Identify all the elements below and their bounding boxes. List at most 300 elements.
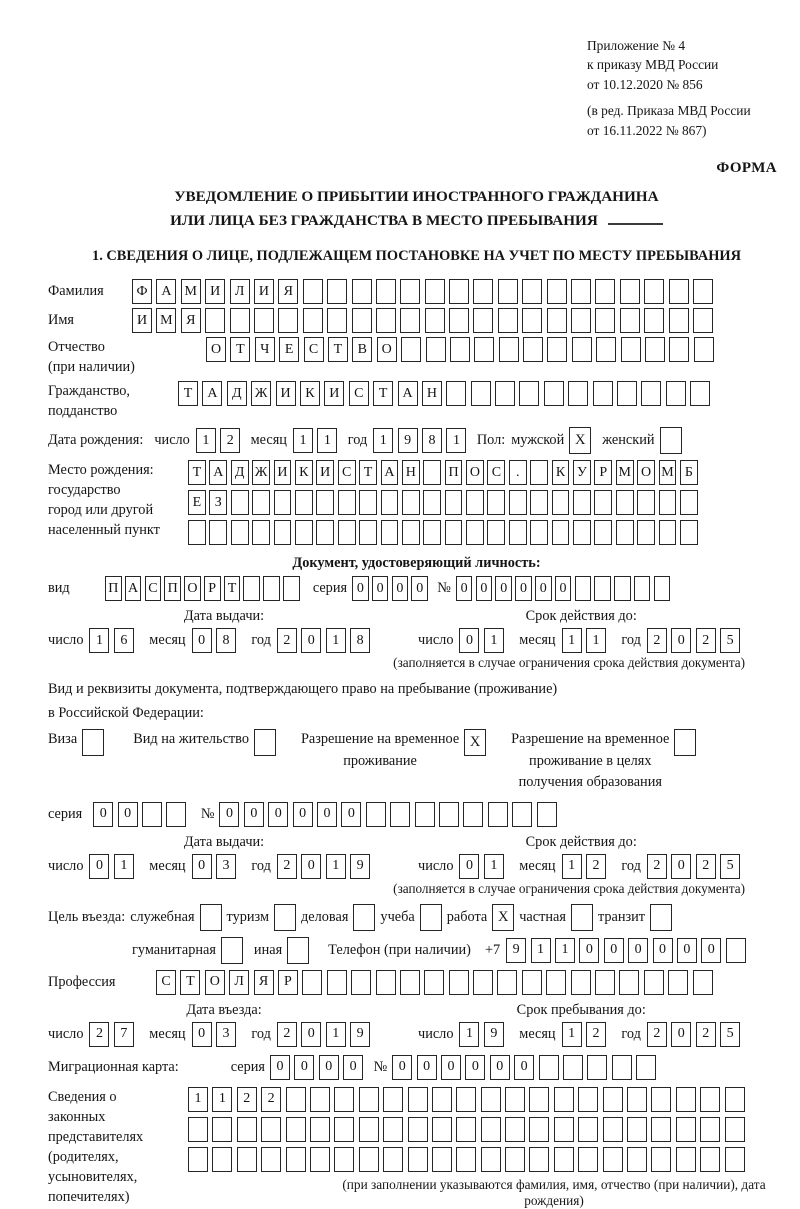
char-cell[interactable] — [456, 1117, 476, 1142]
char-cell[interactable] — [693, 279, 713, 304]
char-cell[interactable] — [627, 1087, 647, 1112]
char-cell[interactable]: 0 — [343, 1055, 363, 1080]
char-cell[interactable] — [680, 520, 698, 545]
char-cell[interactable]: 2 — [261, 1087, 281, 1112]
char-cell[interactable] — [383, 1117, 403, 1142]
char-cell[interactable]: К — [300, 381, 320, 406]
char-cell[interactable]: 0 — [317, 802, 337, 827]
char-cell[interactable] — [334, 1147, 354, 1172]
char-cell[interactable] — [449, 279, 469, 304]
char-cell[interactable] — [310, 1147, 330, 1172]
char-cell[interactable] — [530, 460, 548, 485]
char-cell[interactable]: 1 — [326, 854, 346, 879]
char-cell[interactable]: 0 — [604, 938, 624, 963]
char-cell[interactable]: 8 — [350, 628, 370, 653]
char-cell[interactable]: Я — [278, 279, 298, 304]
char-cell[interactable] — [644, 308, 664, 333]
char-cell[interactable]: У — [573, 460, 591, 485]
char-cell[interactable] — [669, 308, 689, 333]
char-cell[interactable]: 1 — [114, 854, 134, 879]
char-cell[interactable] — [402, 520, 420, 545]
char-cell[interactable]: 1 — [562, 1022, 582, 1047]
char-cell[interactable]: О — [205, 970, 225, 995]
char-cell[interactable] — [594, 576, 611, 601]
char-cell[interactable] — [571, 970, 591, 995]
char-cell[interactable] — [212, 1147, 232, 1172]
char-cell[interactable] — [522, 308, 542, 333]
char-cell[interactable]: 0 — [653, 938, 673, 963]
char-cell[interactable] — [659, 520, 677, 545]
char-cell[interactable]: 2 — [696, 854, 716, 879]
char-cell[interactable] — [425, 279, 445, 304]
char-cell[interactable]: 0 — [293, 802, 313, 827]
char-cell[interactable]: 0 — [268, 802, 288, 827]
char-cell[interactable] — [666, 381, 686, 406]
char-cell[interactable] — [669, 279, 689, 304]
char-cell[interactable] — [616, 520, 634, 545]
char-cell[interactable] — [212, 1117, 232, 1142]
char-cell[interactable] — [680, 490, 698, 515]
char-cell[interactable] — [578, 1087, 598, 1112]
char-cell[interactable]: 0 — [701, 938, 721, 963]
char-cell[interactable]: О — [206, 337, 226, 362]
char-cell[interactable] — [231, 520, 249, 545]
char-cell[interactable] — [283, 576, 300, 601]
char-cell[interactable] — [668, 970, 688, 995]
char-cell[interactable] — [334, 1117, 354, 1142]
char-cell[interactable]: А — [398, 381, 418, 406]
char-cell[interactable] — [252, 520, 270, 545]
char-cell[interactable]: С — [145, 576, 162, 601]
char-cell[interactable] — [166, 802, 186, 827]
char-cell[interactable] — [327, 308, 347, 333]
char-cell[interactable] — [445, 490, 463, 515]
char-cell[interactable]: 0 — [417, 1055, 437, 1080]
char-cell[interactable] — [676, 1117, 696, 1142]
purpose-other-checkbox[interactable] — [287, 937, 309, 964]
char-cell[interactable] — [529, 1147, 549, 1172]
char-cell[interactable] — [495, 381, 515, 406]
char-cell[interactable]: Т — [328, 337, 348, 362]
char-cell[interactable] — [529, 1087, 549, 1112]
char-cell[interactable]: 1 — [326, 1022, 346, 1047]
char-cell[interactable] — [230, 308, 250, 333]
char-cell[interactable] — [252, 490, 270, 515]
char-cell[interactable] — [669, 337, 689, 362]
char-cell[interactable] — [627, 1117, 647, 1142]
char-cell[interactable]: 0 — [671, 1022, 691, 1047]
char-cell[interactable]: 0 — [219, 802, 239, 827]
purpose-study-checkbox[interactable] — [420, 904, 442, 931]
char-cell[interactable] — [351, 970, 371, 995]
char-cell[interactable] — [487, 520, 505, 545]
char-cell[interactable] — [693, 970, 713, 995]
char-cell[interactable]: Ж — [252, 460, 270, 485]
char-cell[interactable] — [530, 520, 548, 545]
char-cell[interactable]: 0 — [294, 1055, 314, 1080]
char-cell[interactable]: 1 — [555, 938, 575, 963]
char-cell[interactable] — [263, 576, 280, 601]
char-cell[interactable] — [286, 1087, 306, 1112]
char-cell[interactable] — [498, 279, 518, 304]
char-cell[interactable] — [603, 1117, 623, 1142]
char-cell[interactable] — [529, 1117, 549, 1142]
char-cell[interactable]: 2 — [277, 854, 297, 879]
char-cell[interactable] — [400, 308, 420, 333]
char-cell[interactable]: 8 — [422, 428, 442, 453]
char-cell[interactable] — [554, 1117, 574, 1142]
char-cell[interactable]: С — [487, 460, 505, 485]
char-cell[interactable] — [488, 802, 508, 827]
char-cell[interactable] — [636, 1055, 656, 1080]
char-cell[interactable]: К — [552, 460, 570, 485]
char-cell[interactable] — [594, 520, 612, 545]
purpose-transit-checkbox[interactable] — [650, 904, 672, 931]
char-cell[interactable]: П — [105, 576, 122, 601]
char-cell[interactable] — [286, 1117, 306, 1142]
char-cell[interactable]: М — [616, 460, 634, 485]
char-cell[interactable]: П — [445, 460, 463, 485]
char-cell[interactable]: 3 — [216, 854, 236, 879]
char-cell[interactable] — [310, 1087, 330, 1112]
char-cell[interactable] — [651, 1087, 671, 1112]
char-cell[interactable] — [466, 490, 484, 515]
char-cell[interactable]: 5 — [720, 854, 740, 879]
char-cell[interactable]: М — [181, 279, 201, 304]
char-cell[interactable] — [552, 520, 570, 545]
char-cell[interactable] — [530, 490, 548, 515]
char-cell[interactable] — [376, 970, 396, 995]
sex-female-checkbox[interactable] — [660, 427, 682, 454]
char-cell[interactable]: 0 — [301, 1022, 321, 1047]
char-cell[interactable] — [381, 520, 399, 545]
char-cell[interactable]: С — [156, 970, 176, 995]
char-cell[interactable] — [603, 1087, 623, 1112]
char-cell[interactable]: 0 — [301, 854, 321, 879]
char-cell[interactable]: 0 — [514, 1055, 534, 1080]
option-temp-residence-education-checkbox[interactable] — [674, 729, 696, 756]
char-cell[interactable]: Я — [181, 308, 201, 333]
char-cell[interactable]: 0 — [352, 576, 369, 601]
char-cell[interactable] — [402, 490, 420, 515]
char-cell[interactable] — [603, 1147, 623, 1172]
char-cell[interactable] — [499, 337, 519, 362]
char-cell[interactable] — [261, 1117, 281, 1142]
char-cell[interactable]: 5 — [720, 1022, 740, 1047]
char-cell[interactable] — [596, 337, 616, 362]
char-cell[interactable]: Я — [254, 970, 274, 995]
purpose-humanitarian-checkbox[interactable] — [221, 937, 243, 964]
char-cell[interactable] — [505, 1147, 525, 1172]
char-cell[interactable] — [573, 490, 591, 515]
char-cell[interactable] — [376, 308, 396, 333]
char-cell[interactable] — [573, 520, 591, 545]
char-cell[interactable]: А — [202, 381, 222, 406]
char-cell[interactable] — [509, 490, 527, 515]
char-cell[interactable] — [547, 337, 567, 362]
char-cell[interactable] — [539, 1055, 559, 1080]
char-cell[interactable] — [544, 381, 564, 406]
char-cell[interactable] — [390, 802, 410, 827]
char-cell[interactable]: И — [132, 308, 152, 333]
char-cell[interactable] — [519, 381, 539, 406]
char-cell[interactable] — [383, 1087, 403, 1112]
char-cell[interactable]: Е — [188, 490, 206, 515]
char-cell[interactable]: Л — [229, 970, 249, 995]
char-cell[interactable] — [408, 1117, 428, 1142]
char-cell[interactable] — [481, 1147, 501, 1172]
char-cell[interactable] — [205, 308, 225, 333]
char-cell[interactable] — [595, 279, 615, 304]
char-cell[interactable]: 1 — [188, 1087, 208, 1112]
char-cell[interactable] — [302, 970, 322, 995]
char-cell[interactable] — [654, 576, 671, 601]
char-cell[interactable] — [644, 279, 664, 304]
char-cell[interactable]: А — [209, 460, 227, 485]
char-cell[interactable] — [568, 381, 588, 406]
char-cell[interactable]: Т — [224, 576, 241, 601]
char-cell[interactable]: 0 — [459, 854, 479, 879]
char-cell[interactable] — [641, 381, 661, 406]
char-cell[interactable] — [463, 802, 483, 827]
char-cell[interactable]: О — [637, 460, 655, 485]
char-cell[interactable] — [423, 460, 441, 485]
char-cell[interactable]: Д — [227, 381, 247, 406]
char-cell[interactable]: 3 — [216, 1022, 236, 1047]
char-cell[interactable]: 7 — [114, 1022, 134, 1047]
char-cell[interactable]: 2 — [647, 1022, 667, 1047]
char-cell[interactable] — [274, 520, 292, 545]
char-cell[interactable] — [594, 490, 612, 515]
char-cell[interactable] — [522, 970, 542, 995]
char-cell[interactable] — [327, 970, 347, 995]
char-cell[interactable] — [523, 337, 543, 362]
char-cell[interactable] — [359, 1147, 379, 1172]
char-cell[interactable]: 0 — [301, 628, 321, 653]
char-cell[interactable] — [634, 576, 651, 601]
char-cell[interactable] — [237, 1147, 257, 1172]
char-cell[interactable]: 2 — [647, 628, 667, 653]
char-cell[interactable] — [616, 490, 634, 515]
char-cell[interactable]: 1 — [484, 854, 504, 879]
char-cell[interactable]: 9 — [398, 428, 418, 453]
sex-male-checkbox[interactable]: X — [569, 427, 591, 454]
char-cell[interactable]: 0 — [244, 802, 264, 827]
char-cell[interactable] — [620, 279, 640, 304]
char-cell[interactable]: Л — [230, 279, 250, 304]
char-cell[interactable]: 9 — [350, 854, 370, 879]
char-cell[interactable]: Р — [594, 460, 612, 485]
char-cell[interactable]: 0 — [341, 802, 361, 827]
char-cell[interactable] — [316, 520, 334, 545]
char-cell[interactable]: С — [349, 381, 369, 406]
char-cell[interactable]: 5 — [720, 628, 740, 653]
char-cell[interactable] — [522, 279, 542, 304]
char-cell[interactable]: И — [276, 381, 296, 406]
char-cell[interactable] — [359, 1117, 379, 1142]
char-cell[interactable] — [327, 279, 347, 304]
char-cell[interactable]: 1 — [326, 628, 346, 653]
char-cell[interactable]: 0 — [495, 576, 512, 601]
char-cell[interactable] — [142, 802, 162, 827]
char-cell[interactable]: 1 — [562, 854, 582, 879]
char-cell[interactable]: 8 — [216, 628, 236, 653]
char-cell[interactable]: 2 — [277, 1022, 297, 1047]
char-cell[interactable] — [547, 308, 567, 333]
char-cell[interactable]: 1 — [484, 628, 504, 653]
char-cell[interactable]: 1 — [293, 428, 313, 453]
char-cell[interactable]: Т — [178, 381, 198, 406]
char-cell[interactable] — [445, 520, 463, 545]
option-temp-residence-checkbox[interactable]: X — [464, 729, 486, 756]
char-cell[interactable]: 2 — [89, 1022, 109, 1047]
char-cell[interactable] — [408, 1087, 428, 1112]
char-cell[interactable] — [415, 802, 435, 827]
char-cell[interactable]: 0 — [392, 576, 409, 601]
char-cell[interactable] — [481, 1117, 501, 1142]
char-cell[interactable] — [237, 1117, 257, 1142]
char-cell[interactable]: 0 — [465, 1055, 485, 1080]
char-cell[interactable] — [693, 308, 713, 333]
char-cell[interactable] — [352, 279, 372, 304]
char-cell[interactable]: Е — [279, 337, 299, 362]
char-cell[interactable] — [274, 490, 292, 515]
char-cell[interactable] — [432, 1087, 452, 1112]
char-cell[interactable] — [595, 308, 615, 333]
char-cell[interactable]: А — [381, 460, 399, 485]
char-cell[interactable]: И — [254, 279, 274, 304]
char-cell[interactable] — [466, 520, 484, 545]
purpose-business-checkbox[interactable] — [353, 904, 375, 931]
char-cell[interactable]: Ф — [132, 279, 152, 304]
char-cell[interactable]: 0 — [628, 938, 648, 963]
char-cell[interactable]: 2 — [220, 428, 240, 453]
char-cell[interactable] — [700, 1087, 720, 1112]
char-cell[interactable] — [359, 1087, 379, 1112]
char-cell[interactable] — [456, 1147, 476, 1172]
char-cell[interactable] — [621, 337, 641, 362]
char-cell[interactable] — [554, 1087, 574, 1112]
char-cell[interactable] — [725, 1087, 745, 1112]
char-cell[interactable]: 0 — [270, 1055, 290, 1080]
char-cell[interactable]: 0 — [555, 576, 572, 601]
char-cell[interactable] — [432, 1147, 452, 1172]
char-cell[interactable] — [572, 337, 592, 362]
char-cell[interactable]: Ч — [255, 337, 275, 362]
char-cell[interactable]: 0 — [411, 576, 428, 601]
char-cell[interactable]: 2 — [696, 1022, 716, 1047]
char-cell[interactable] — [310, 1117, 330, 1142]
char-cell[interactable] — [637, 520, 655, 545]
char-cell[interactable] — [554, 1147, 574, 1172]
char-cell[interactable] — [700, 1117, 720, 1142]
char-cell[interactable]: 2 — [277, 628, 297, 653]
char-cell[interactable] — [449, 308, 469, 333]
char-cell[interactable] — [400, 970, 420, 995]
char-cell[interactable] — [188, 1147, 208, 1172]
char-cell[interactable] — [473, 308, 493, 333]
char-cell[interactable] — [587, 1055, 607, 1080]
char-cell[interactable]: 2 — [696, 628, 716, 653]
purpose-official-checkbox[interactable] — [200, 904, 222, 931]
char-cell[interactable] — [338, 520, 356, 545]
char-cell[interactable]: 0 — [456, 576, 473, 601]
char-cell[interactable] — [352, 308, 372, 333]
char-cell[interactable] — [303, 308, 323, 333]
char-cell[interactable] — [359, 520, 377, 545]
char-cell[interactable] — [512, 802, 532, 827]
char-cell[interactable] — [400, 279, 420, 304]
char-cell[interactable] — [726, 938, 746, 963]
char-cell[interactable] — [254, 308, 274, 333]
char-cell[interactable] — [676, 1087, 696, 1112]
char-cell[interactable] — [423, 520, 441, 545]
char-cell[interactable] — [231, 490, 249, 515]
char-cell[interactable] — [595, 970, 615, 995]
char-cell[interactable] — [424, 970, 444, 995]
char-cell[interactable]: А — [156, 279, 176, 304]
char-cell[interactable] — [571, 279, 591, 304]
char-cell[interactable] — [578, 1147, 598, 1172]
char-cell[interactable]: Р — [204, 576, 221, 601]
char-cell[interactable]: Н — [402, 460, 420, 485]
char-cell[interactable]: 9 — [484, 1022, 504, 1047]
option-residence-permit-checkbox[interactable] — [254, 729, 276, 756]
char-cell[interactable]: 0 — [677, 938, 697, 963]
char-cell[interactable]: 0 — [441, 1055, 461, 1080]
char-cell[interactable]: 0 — [671, 854, 691, 879]
char-cell[interactable]: 1 — [212, 1087, 232, 1112]
char-cell[interactable] — [644, 970, 664, 995]
char-cell[interactable] — [645, 337, 665, 362]
char-cell[interactable] — [505, 1087, 525, 1112]
char-cell[interactable]: 0 — [579, 938, 599, 963]
char-cell[interactable]: Т — [359, 460, 377, 485]
char-cell[interactable] — [651, 1147, 671, 1172]
char-cell[interactable] — [487, 490, 505, 515]
purpose-private-checkbox[interactable] — [571, 904, 593, 931]
char-cell[interactable] — [637, 490, 655, 515]
char-cell[interactable]: О — [466, 460, 484, 485]
char-cell[interactable] — [376, 279, 396, 304]
char-cell[interactable]: 0 — [93, 802, 113, 827]
char-cell[interactable] — [383, 1147, 403, 1172]
char-cell[interactable] — [425, 308, 445, 333]
char-cell[interactable]: И — [274, 460, 292, 485]
char-cell[interactable] — [261, 1147, 281, 1172]
char-cell[interactable]: 9 — [506, 938, 526, 963]
char-cell[interactable] — [450, 337, 470, 362]
char-cell[interactable] — [575, 576, 592, 601]
char-cell[interactable] — [338, 490, 356, 515]
char-cell[interactable] — [446, 381, 466, 406]
char-cell[interactable] — [612, 1055, 632, 1080]
char-cell[interactable]: 0 — [490, 1055, 510, 1080]
char-cell[interactable] — [497, 970, 517, 995]
char-cell[interactable]: И — [324, 381, 344, 406]
char-cell[interactable]: 0 — [671, 628, 691, 653]
char-cell[interactable] — [498, 308, 518, 333]
char-cell[interactable] — [694, 337, 714, 362]
char-cell[interactable]: И — [205, 279, 225, 304]
char-cell[interactable] — [303, 279, 323, 304]
char-cell[interactable]: 1 — [562, 628, 582, 653]
char-cell[interactable]: 0 — [535, 576, 552, 601]
char-cell[interactable]: 1 — [196, 428, 216, 453]
char-cell[interactable] — [401, 337, 421, 362]
char-cell[interactable]: О — [184, 576, 201, 601]
char-cell[interactable]: . — [509, 460, 527, 485]
